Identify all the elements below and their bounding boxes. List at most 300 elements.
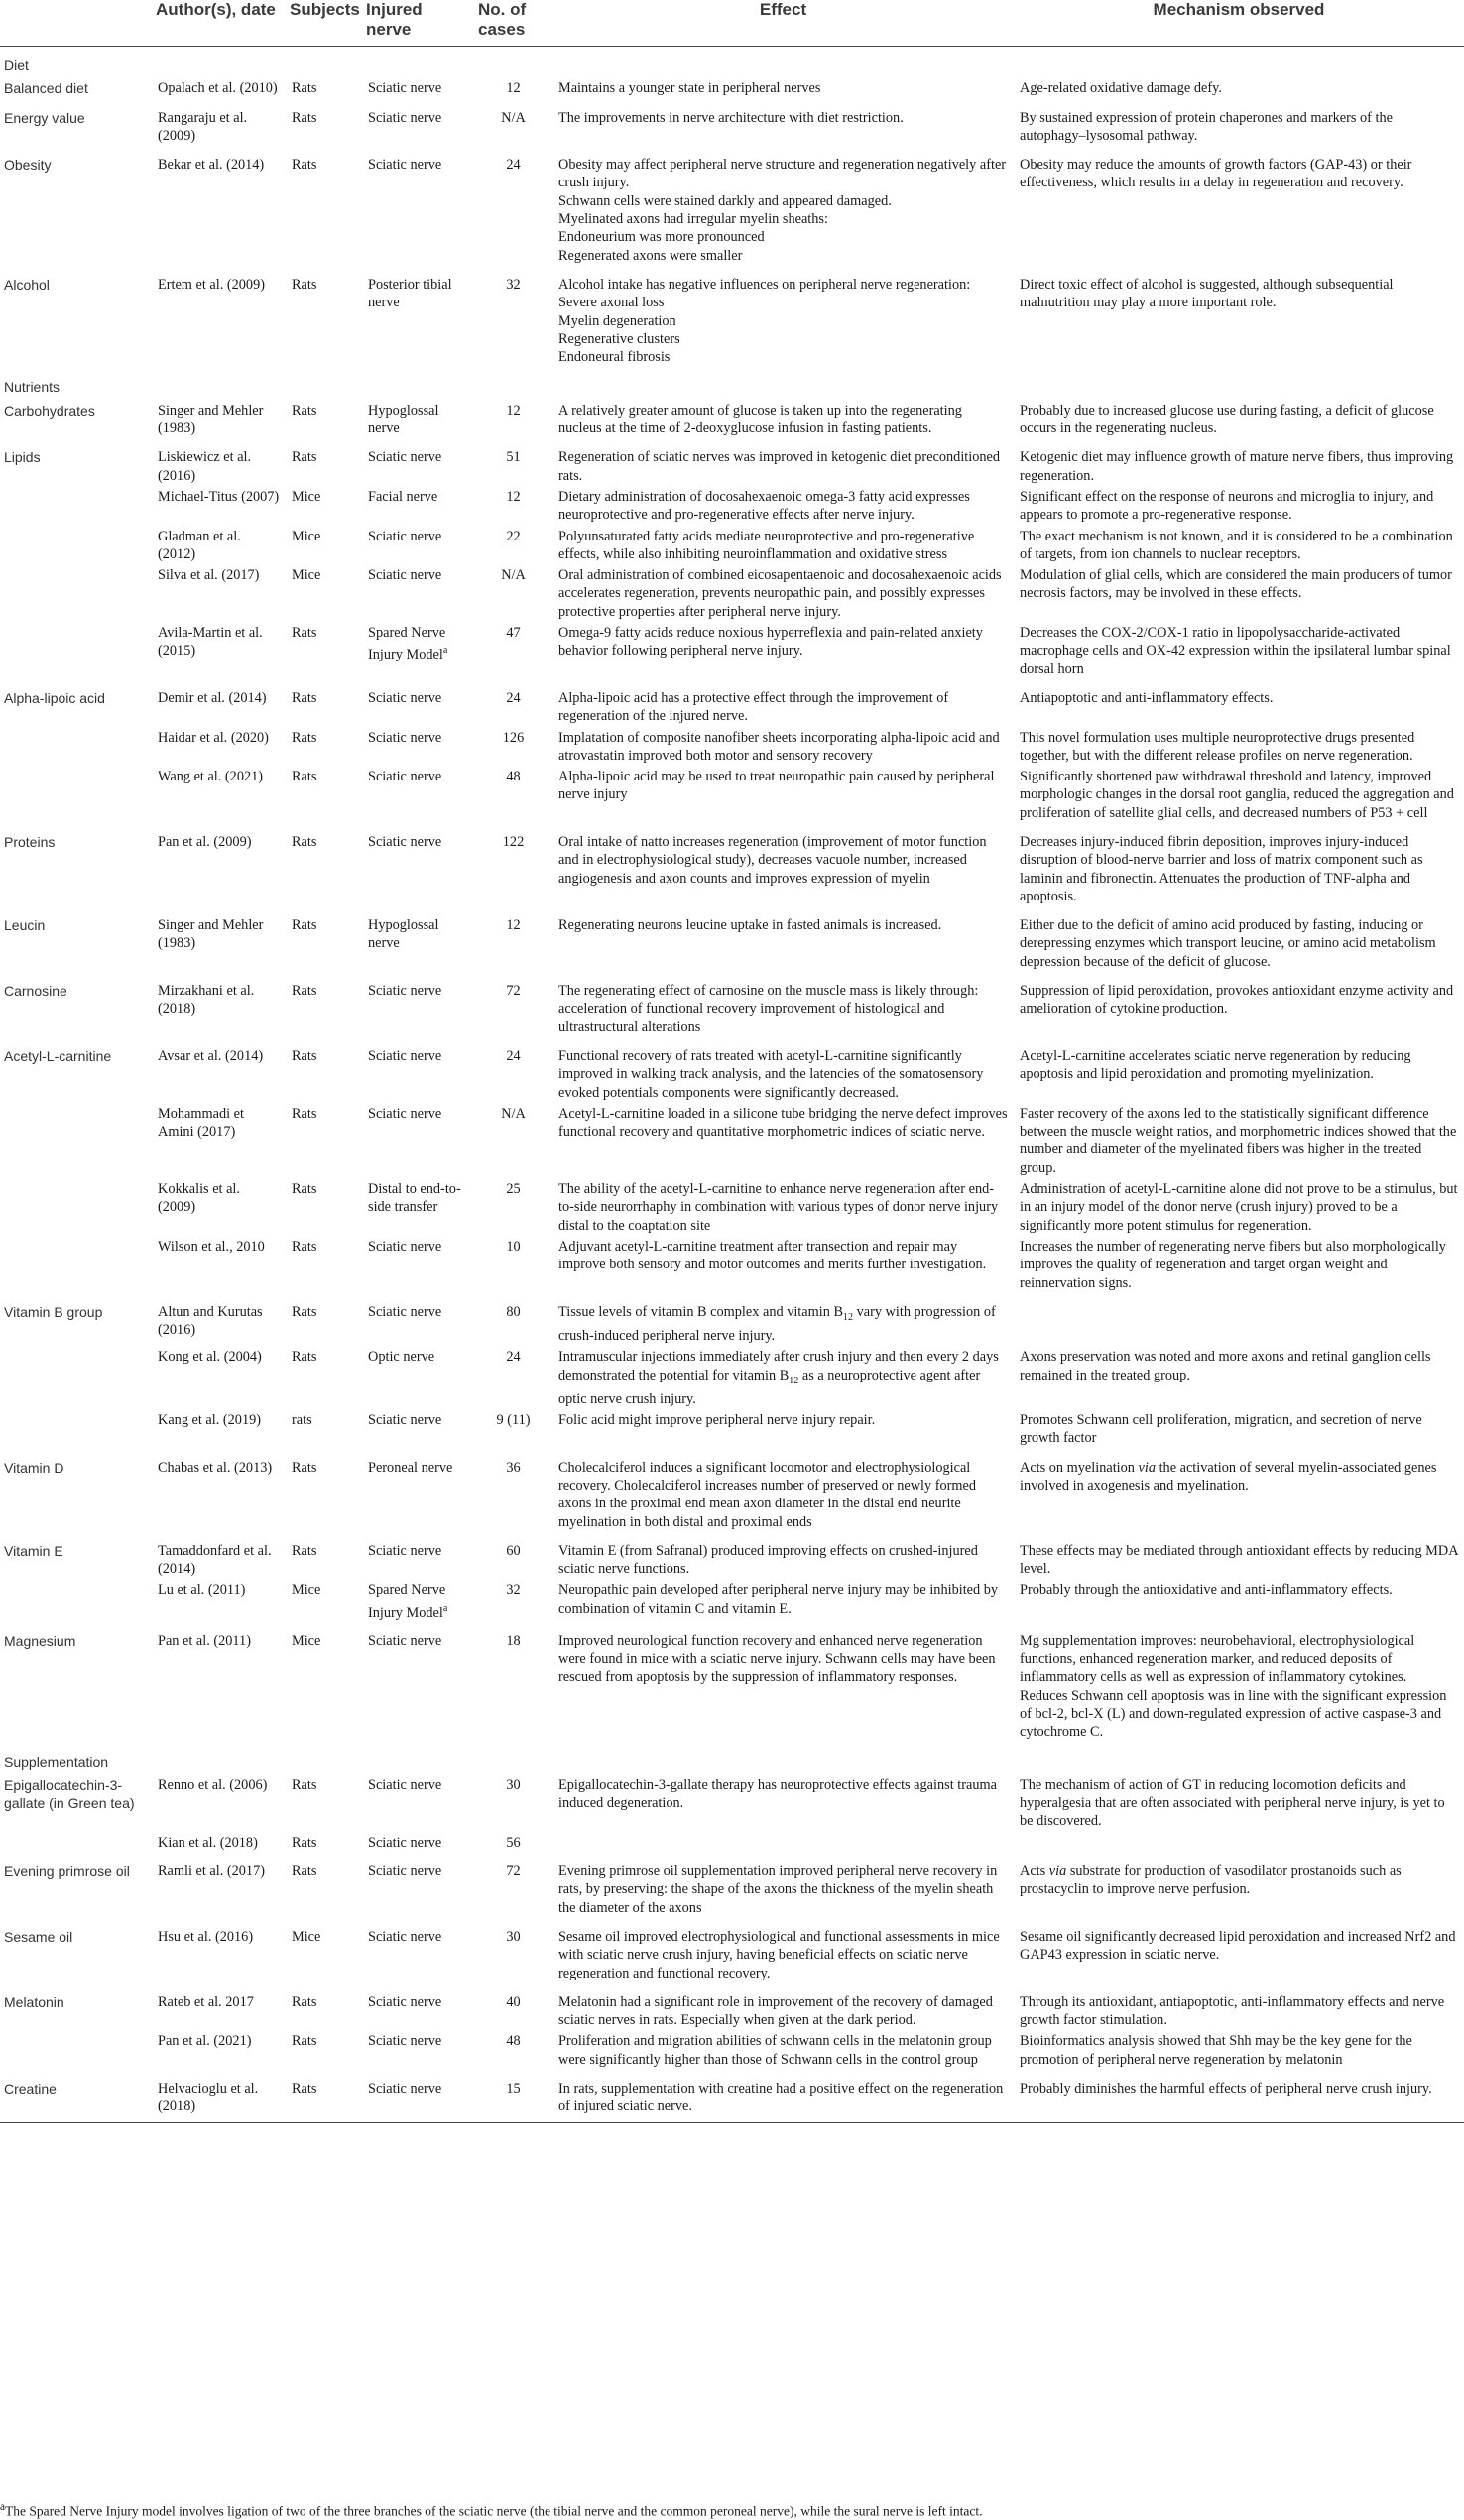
- mechanism-cell: [1014, 78, 1464, 99]
- effect-cell: [552, 565, 1014, 623]
- nerve-text: Sciatic nerve: [368, 1047, 442, 1064]
- effect-cell: [552, 1347, 1014, 1410]
- effect-line: The improvements in nerve architecture with diet restriction.: [558, 109, 904, 126]
- header-row: [0, 0, 1464, 47]
- author-cell: Avila-Martin et al. (2015): [158, 625, 263, 660]
- effect-line: Epigallocatechin-3-gallate therapy has neuroprotective effects against trauma induced degeneration.: [558, 1776, 997, 1812]
- category-cell: Sesame oil: [4, 1928, 73, 1945]
- table-row: [0, 487, 1464, 527]
- mechanism-line: Administration of acetyl-L-carnitine alone did not prove to be a stimulus, but in an injury model of the donor nerve (crush injury) proved to be a significantly more potent stimulus for regeneration.: [1020, 1181, 1458, 1234]
- category-cell: [0, 623, 152, 680]
- effect-cell: [552, 1294, 1014, 1347]
- category-cell: Carbohydrates: [4, 402, 95, 419]
- nerve-text: Sciatic nerve: [368, 1776, 442, 1793]
- mechanism-line: Sesame oil significantly decreased lipid peroxidation and increased Nrf2 and GAP43 expression in sciatic nerve.: [1020, 1928, 1456, 1964]
- header-author: Author(s), date: [152, 0, 286, 47]
- effect-cell: [552, 1854, 1014, 1919]
- effect-line: In rats, supplementation with creatine had a positive effect on the regeneration of injured sciatic nerve.: [558, 2080, 1004, 2115]
- effect-line: Endoneurium was more pronounced: [558, 229, 765, 246]
- subjects-cell: Rats: [292, 109, 317, 126]
- effect-line: Alpha-lipoic acid may be used to treat neuropathic pain caused by peripheral nerve injury: [558, 769, 995, 803]
- author-cell: Tamaddonfard et al. (2014): [158, 1542, 272, 1578]
- mechanism-line: Promotes Schwann cell proliferation, migration, and secretion of nerve growth factor: [1020, 1412, 1422, 1447]
- mechanism-line: Decreases the COX-2/COX-1 ratio in lipopolysaccharide-activated macrophage cells and OX-42 expression within the ipsilateral lumbar spinal dorsal horn: [1020, 625, 1451, 677]
- effect-line: Proliferation and migration abilities of schwann cells in the melatonin group were significantly higher than those of Schwann cells in the control group: [558, 2033, 992, 2068]
- mechanism-line: Antiapoptotic and anti-inflammatory effects.: [1020, 689, 1274, 706]
- effect-cell: [552, 1179, 1014, 1237]
- nerve-cell: [362, 1919, 474, 1984]
- nerve-text: Sciatic nerve: [368, 2033, 442, 2050]
- section-title: Supplementation: [4, 1753, 109, 1770]
- table-row: [0, 2031, 1464, 2071]
- mechanism-cell: [1014, 267, 1464, 368]
- cases-cell: N/A: [501, 109, 526, 126]
- table-row: [0, 1775, 1464, 1833]
- author-cell: Michael-Titus (2007): [158, 488, 280, 505]
- cases-cell: 40: [506, 1993, 521, 2010]
- author-cell: Kang et al. (2019): [158, 1412, 262, 1429]
- nerve-text: Distal to end-to-side transfer: [368, 1181, 461, 1216]
- footnote-text: The Spared Nerve Injury model involves ligation of two of the three branches of the sciatic nerve (the tibial nerve and the common peroneal nerve), while the sural nerve is left intact.: [5, 2503, 983, 2519]
- mechanism-cell: [1014, 147, 1464, 267]
- nerve-cell: [362, 1104, 474, 1179]
- effect-line: A relatively greater amount of glucose is taken up into the regenerating nucleus at the time of 2-deoxyglucose infusion in fasting patients.: [558, 402, 962, 437]
- mechanism-line: Direct toxic effect of alcohol is suggested, although subsequential malnutrition may play a more important role.: [1020, 276, 1394, 311]
- table-row: [0, 527, 1464, 566]
- mechanism-cell: [1014, 1179, 1464, 1237]
- table-row: [0, 1294, 1464, 1347]
- nerve-text: Sciatic nerve: [368, 2080, 442, 2097]
- nerve-cell: [362, 1623, 474, 1743]
- effect-line: Tissue levels of vitamin B complex and vitamin $B_{12}$ vary with progression of crush-induced peripheral nerve injury.: [558, 1303, 996, 1344]
- author-cell: Kokkalis et al. (2009): [158, 1181, 240, 1216]
- effect-cell: [552, 2031, 1014, 2071]
- effect-line: Regeneration of sciatic nerves was improved in ketogenic diet preconditioned rats.: [558, 449, 1001, 484]
- effect-cell: [552, 1104, 1014, 1179]
- subjects-cell: Rats: [292, 1459, 317, 1476]
- category-cell: Evening primrose oil: [4, 1863, 130, 1880]
- nerve-text: Sciatic nerve: [368, 689, 442, 706]
- mechanism-line: Obesity may reduce the amounts of growth factors (GAP-43) or their effectiveness, which results in a delay in regeneration and recovery.: [1020, 157, 1412, 191]
- nerve-text: Sciatic nerve: [368, 1105, 442, 1122]
- cases-cell: 10: [506, 1238, 521, 1255]
- nerve-text: Optic nerve: [368, 1349, 435, 1366]
- mechanism-line: Acts on myelination via the activation of several myelin-associated genes involved in axogenesis and myelination.: [1020, 1459, 1437, 1494]
- mechanism-cell: [1014, 1854, 1464, 1919]
- effect-line: Neuropathic pain developed after peripheral nerve injury may be inhibited by combination of vitamin C and vitamin E.: [558, 1582, 999, 1617]
- nerve-cell: [362, 100, 474, 148]
- author-cell: Pan et al. (2011): [158, 1632, 251, 1649]
- mechanism-cell: [1014, 439, 1464, 487]
- effect-line: Adjuvant acetyl-L-carnitine treatment after transection and repair may improve both sensory and motor outcomes and merits further investigation.: [558, 1238, 987, 1273]
- nerve-text: Sciatic nerve: [368, 729, 442, 746]
- effect-line: Endoneural fibrosis: [558, 349, 671, 366]
- nerve-text: Sciatic nerve: [368, 1928, 442, 1945]
- nerve-cell: [362, 1038, 474, 1104]
- mechanism-line: Significant effect on the response of neurons and microglia to injury, and appears to promote a pro-regenerative response.: [1020, 488, 1434, 524]
- nerve-cell: [362, 907, 474, 973]
- nerve-text: Sciatic nerve: [368, 1632, 442, 1649]
- nerve-text: Sciatic nerve: [368, 1993, 442, 2010]
- mechanism-line: The exact mechanism is not known, and it is considered to be a combination of targets, from ion channels to nuclear receptors.: [1020, 528, 1453, 562]
- category-cell: Energy value: [4, 109, 85, 126]
- table-row: [0, 973, 1464, 1038]
- cases-cell: 60: [506, 1542, 521, 1559]
- nerve-text: Spared Nerve Injury Model: [368, 625, 446, 663]
- nerve-cell: [362, 623, 474, 680]
- table-row: [0, 267, 1464, 368]
- effect-line: Alpha-lipoic acid has a protective effect through the improvement of regeneration of the injured nerve.: [558, 689, 949, 725]
- category-cell: [0, 1237, 152, 1294]
- cases-cell: 25: [506, 1181, 521, 1198]
- author-cell: Rangaraju et al. (2009): [158, 109, 248, 144]
- mechanism-line: Probably due to increased glucose use during fasting, a deficit of glucose occurs in the regenerating nucleus.: [1020, 402, 1434, 437]
- mechanism-cell: [1014, 1038, 1464, 1104]
- nerve-cell: [362, 527, 474, 566]
- author-cell: Silva et al. (2017): [158, 567, 260, 584]
- table-row: [0, 2071, 1464, 2122]
- mechanism-cell: [1014, 907, 1464, 973]
- mechanism-line: Age-related oxidative damage defy.: [1020, 80, 1222, 97]
- effect-line: Myelinated axons had irregular myelin sheaths:: [558, 211, 828, 228]
- nerve-cell: [362, 439, 474, 487]
- category-cell: Vitamin E: [4, 1542, 63, 1559]
- nerve-cell: [362, 565, 474, 623]
- subjects-cell: Mice: [292, 1928, 321, 1945]
- cases-cell: 72: [506, 983, 521, 1000]
- nerve-cell: [362, 1179, 474, 1237]
- category-cell: [0, 767, 152, 824]
- subjects-cell: Rats: [292, 402, 317, 419]
- nerve-text: Sciatic nerve: [368, 833, 442, 850]
- nerve-cell: [362, 1347, 474, 1410]
- effect-line: Sesame oil improved electrophysiological and functional assessments in mice with sciatic nerve crush injury, having beneficial effects on sciatic nerve regeneration and functional recovery.: [558, 1928, 1000, 1981]
- mechanism-line: Probably diminishes the harmful effects of peripheral nerve crush injury.: [1020, 2080, 1432, 2097]
- author-cell: Helvacioglu et al. (2018): [152, 2071, 286, 2122]
- table-body: [0, 47, 1464, 2123]
- cases-cell: 30: [506, 1776, 521, 1793]
- effect-cell: [552, 1450, 1014, 1533]
- subjects-cell: Rats: [292, 689, 317, 706]
- mechanism-line: Ketogenic diet may influence growth of mature nerve fibers, thus improving regeneration.: [1020, 449, 1454, 484]
- cases-cell: 32: [506, 1582, 521, 1599]
- nerve-cell: [362, 973, 474, 1038]
- subjects-cell: Rats: [292, 1181, 317, 1198]
- category-cell: Obesity: [4, 157, 52, 174]
- category-cell: [0, 527, 152, 566]
- subjects-cell: Rats: [292, 276, 317, 293]
- subjects-cell: Rats: [292, 1776, 317, 1793]
- subjects-cell: Rats: [292, 449, 317, 466]
- mechanism-cell: [1014, 1294, 1464, 1347]
- effect-cell: [552, 907, 1014, 973]
- section-row: [0, 368, 1464, 400]
- nerve-text: Sciatic nerve: [368, 157, 442, 174]
- effect-line: Schwann cells were stained darkly and appeared damaged.: [558, 192, 892, 209]
- mechanism-line: Acetyl-L-carnitine accelerates sciatic nerve regeneration by reducing apoptosis and lipid peroxidation and promoting myelinization.: [1020, 1047, 1411, 1083]
- subjects-cell: Rats: [292, 1105, 317, 1122]
- effect-line: Regenerating neurons leucine uptake in fasted animals is increased.: [558, 917, 942, 934]
- mechanism-line: Suppression of lipid peroxidation, provokes antioxidant enzyme activity and amelioration of cytokine production.: [1020, 983, 1454, 1018]
- effect-line: Omega-9 fatty acids reduce noxious hyperreflexia and pain-related anxiety behavior following peripheral nerve injury.: [558, 625, 983, 660]
- effect-line: The regenerating effect of carnosine on the muscle mass is likely through: acceleration of functional recovery improvement of histological and ultrastructural alterations: [558, 983, 979, 1035]
- nerve-cell: [362, 1450, 474, 1533]
- subjects-cell: Mice: [292, 567, 321, 584]
- footnote-ref: a: [442, 645, 448, 657]
- effect-line: Functional recovery of rats treated with acetyl-L-carnitine significantly improved in walking track analysis, and the latencies of the somatosensory evoked potentials components were significantly decreased.: [558, 1047, 984, 1101]
- table-header: [0, 0, 1464, 47]
- mechanism-line: Faster recovery of the axons led to the statistically significant difference between the muscle weight ratios, and morphometric indices showed that the number and diameter of the myelinated fibers was higher in the treated group.: [1020, 1105, 1457, 1176]
- category-cell: [0, 1410, 152, 1450]
- nerve-cell: [362, 78, 474, 99]
- nerve-text: Spared Nerve Injury Model: [368, 1582, 446, 1620]
- mechanism-line: Increases the number of regenerating nerve fibers but also morphologically improves the quality of regeneration and target organ weight and reinnervation signs.: [1020, 1238, 1446, 1291]
- author-cell: Renno et al. (2006): [158, 1776, 268, 1793]
- nerve-text: Facial nerve: [368, 488, 438, 505]
- section-row: [0, 47, 1464, 79]
- subjects-cell: Rats: [292, 1542, 317, 1559]
- cases-cell: 24: [506, 1349, 521, 1366]
- table-row: [0, 824, 1464, 907]
- effect-cell: [552, 487, 1014, 527]
- author-cell: Opalach et al. (2010): [158, 80, 278, 97]
- nerve-cell: [362, 401, 474, 440]
- mechanism-cell: [1014, 767, 1464, 824]
- author-cell: Ertem et al. (2009): [158, 276, 265, 293]
- table-row: [0, 623, 1464, 680]
- table-row: [0, 1533, 1464, 1581]
- author-cell: Wang et al. (2021): [158, 769, 264, 785]
- nerve-cell: [362, 1984, 474, 2032]
- nerve-cell: [362, 680, 474, 728]
- nerve-text: Sciatic nerve: [368, 109, 442, 126]
- cases-cell: N/A: [501, 1105, 526, 1122]
- mechanism-cell: [1014, 1833, 1464, 1854]
- subjects-cell: Rats: [292, 1863, 317, 1880]
- effect-cell: [552, 1533, 1014, 1581]
- footnote-marker: a: [0, 2501, 5, 2513]
- author-cell: Mirzakhani et al. (2018): [158, 983, 255, 1018]
- subjects-cell: Rats: [292, 769, 317, 785]
- subjects-cell: Rats: [292, 983, 317, 1000]
- mechanism-line: This novel formulation uses multiple neuroprotective drugs presented together, but with the different release profiles on nerve regeneration.: [1020, 729, 1415, 764]
- table-row: [0, 1623, 1464, 1743]
- author-cell: Avsar et al. (2014): [158, 1047, 264, 1064]
- effect-cell: [552, 623, 1014, 680]
- mechanism-cell: [1014, 623, 1464, 680]
- table-row: [0, 1984, 1464, 2032]
- subjects-cell: Rats: [292, 1238, 317, 1255]
- nerve-text: Sciatic nerve: [368, 528, 442, 544]
- table-row: [0, 1833, 1464, 1854]
- effect-line: Acetyl-L-carnitine loaded in a silicone tube bridging the nerve defect improves functional recovery and quantitative morphometric indices of sciatic nerve.: [558, 1105, 1008, 1140]
- effect-line: Intramuscular injections immediately after crush injury and then every 2 days demonstrated the potential for vitamin $B_{12}$ as a neuroprotective agent after optic nerve crush injury.: [558, 1349, 999, 1407]
- category-cell: Epigallocatechin-3-gallate (in Green tea): [4, 1776, 135, 1812]
- section-row: [0, 1743, 1464, 1775]
- cases-cell: 36: [506, 1459, 521, 1476]
- author-cell: Rateb et al. 2017: [158, 1993, 254, 2010]
- nerve-cell: [362, 1237, 474, 1294]
- subjects-cell: Rats: [292, 1349, 317, 1366]
- mechanism-cell: [1014, 2031, 1464, 2071]
- category-cell: Leucin: [4, 917, 46, 934]
- subjects-cell: Rats: [292, 1303, 317, 1320]
- mechanism-cell: [1014, 1623, 1464, 1743]
- author-cell: Lu et al. (2011): [158, 1582, 246, 1599]
- category-cell: [0, 728, 152, 768]
- effect-line: Cholecalciferol induces a significant locomotor and electrophysiological recovery. Cholecalciferol increases number of preserved or newly formed axons in the proximal end mean axon diameter in the distal end neurite myelination in both distal and proximal ends: [558, 1459, 977, 1530]
- mechanism-cell: [1014, 487, 1464, 527]
- author-cell: Bekar et al. (2014): [158, 157, 265, 174]
- nerve-cell: [362, 147, 474, 267]
- category-cell: [0, 1104, 152, 1179]
- mechanism-line: [1020, 1303, 1458, 1321]
- table-row: [0, 147, 1464, 267]
- table-row: [0, 1237, 1464, 1294]
- effect-line: Implatation of composite nanofiber sheets incorporating alpha-lipoic acid and atrovastatin improved both motor and sensory recovery: [558, 729, 1000, 764]
- mechanism-line: Mg supplementation improves: neurobehavioral, electrophysiological functions, enhanced regeneration marker, and reduced deposits of inflammatory cells as well as expression of inflammatory cytokines. Reduces Schwann cell apoptosis was in line with the significant expression of bcl-2, bcl-X (L) and down-regulated expression of active caspase-3 and cytochrome C.: [1020, 1632, 1447, 1740]
- author-cell: Pan et al. (2021): [158, 2033, 252, 2050]
- cases-cell: 24: [506, 1047, 521, 1064]
- header-mechanism: Mechanism observed: [1014, 0, 1464, 47]
- category-cell: Balanced diet: [4, 80, 88, 97]
- mechanism-line: Acts via substrate for production of vasodilator prostanoids such as prostacyclin to improve nerve perfusion.: [1020, 1863, 1402, 1898]
- category-cell: Creatine: [0, 2071, 152, 2122]
- nerve-text: Peroneal nerve: [368, 1459, 453, 1476]
- subjects-cell: Rats: [286, 2071, 362, 2122]
- subjects-cell: Mice: [292, 528, 321, 544]
- mechanism-line: Bioinformatics analysis showed that Shh may be the key gene for the promotion of peripheral nerve regeneration by melatonin: [1020, 2033, 1412, 2068]
- author-cell: Liskiewicz et al. (2016): [158, 449, 252, 484]
- mechanism-cell: [1014, 401, 1464, 440]
- author-cell: Chabas et al. (2013): [158, 1459, 273, 1476]
- effect-cell: [552, 147, 1014, 267]
- subjects-cell: Rats: [292, 1993, 317, 2010]
- nerve-cell: [362, 728, 474, 768]
- mechanism-cell: [1014, 824, 1464, 907]
- table-row: [0, 1038, 1464, 1104]
- mechanism-cell: [1014, 1104, 1464, 1179]
- cases-cell: 47: [506, 625, 521, 642]
- effect-cell: [552, 1410, 1014, 1450]
- effect-line: Evening primrose oil supplementation improved peripheral nerve recovery in rats, by preserving: the shape of the axons the thickness of the myelin sheath the diameter of the axons: [558, 1863, 998, 1916]
- category-cell: [0, 1580, 152, 1622]
- mechanism-cell: [1014, 2071, 1464, 2122]
- mechanism-cell: [1014, 527, 1464, 566]
- nerve-text: Sciatic nerve: [368, 1303, 442, 1320]
- cases-cell: 12: [506, 488, 521, 505]
- mechanism-cell: [1014, 1410, 1464, 1450]
- cases-cell: 122: [502, 833, 525, 850]
- effect-cell: [552, 767, 1014, 824]
- cases-cell: 30: [506, 1928, 521, 1945]
- cases-cell: 12: [506, 80, 521, 97]
- author-cell: Singer and Mehler (1983): [158, 917, 264, 952]
- mechanism-line: [1020, 1834, 1458, 1852]
- effect-cell: [552, 439, 1014, 487]
- table-row: [0, 907, 1464, 973]
- nerve-text: Sciatic nerve: [368, 1863, 442, 1880]
- effect-cell: [552, 1833, 1014, 1854]
- nerve-cell: [362, 2071, 474, 2122]
- category-cell: [0, 1179, 152, 1237]
- effect-line: Vitamin E (from Safranal) produced improving effects on crushed-injured sciatic nerve functions.: [558, 1542, 978, 1578]
- subjects-cell: Rats: [292, 729, 317, 746]
- header-nerve: Injured nerve: [362, 0, 474, 47]
- author-cell: Mohammadi et Amini (2017): [158, 1105, 244, 1140]
- subjects-cell: Rats: [292, 1047, 317, 1064]
- effect-line: Polyunsaturated fatty acids mediate neuroprotective and pro-regenerative effects, while also inhibiting neuroinflammation and oxidative stress: [558, 528, 975, 562]
- mechanism-cell: [1014, 1533, 1464, 1581]
- subjects-cell: Rats: [292, 1834, 317, 1851]
- table-row: [0, 1347, 1464, 1410]
- table-row: [0, 767, 1464, 824]
- effect-line: Myelin degeneration: [558, 312, 676, 329]
- nerve-cell: [362, 267, 474, 368]
- nerve-text: Sciatic nerve: [368, 1542, 442, 1559]
- table-row: [0, 1450, 1464, 1533]
- cases-cell: N/A: [501, 567, 526, 584]
- effect-cell: [552, 401, 1014, 440]
- header-category: [0, 0, 152, 47]
- effect-cell: [552, 78, 1014, 99]
- table-row: [0, 1854, 1464, 1919]
- category-cell: [0, 1347, 152, 1410]
- effect-line: Melatonin had a significant role in improvement of the recovery of damaged sciatic nerves in rats. Especially when given at the dark period.: [558, 1993, 993, 2029]
- mechanism-cell: [1014, 728, 1464, 768]
- effect-cell: [552, 1580, 1014, 1622]
- author-cell: Pan et al. (2009): [158, 833, 252, 850]
- effect-cell: [552, 1237, 1014, 1294]
- nerve-cell: [362, 1833, 474, 1854]
- mechanism-cell: [1014, 1450, 1464, 1533]
- nerve-cell: [362, 1533, 474, 1581]
- author-cell: Wilson et al., 2010: [158, 1238, 265, 1255]
- effect-cell: [552, 1623, 1014, 1743]
- effect-line: Alcohol intake has negative influences on peripheral nerve regeneration:: [558, 276, 971, 293]
- cases-cell: 12: [506, 402, 521, 419]
- author-cell: Demir et al. (2014): [158, 689, 267, 706]
- mechanism-line: Decreases injury-induced fibrin deposition, improves injury-induced disruption of blood-nerve barrier and loss of matrix component such as laminin and fibronectin. Attenuates the production of TNF-alpha and apoptosis.: [1020, 833, 1423, 904]
- cases-cell: 22: [506, 528, 521, 544]
- effect-cell: [552, 527, 1014, 566]
- category-cell: Melatonin: [4, 1993, 64, 2010]
- mechanism-cell: [1014, 1580, 1464, 1622]
- effect-line: Severe axonal loss: [558, 295, 665, 311]
- mechanism-cell: [1014, 680, 1464, 728]
- author-cell: Altun and Kurutas (2016): [158, 1303, 263, 1339]
- author-cell: Ramli et al. (2017): [158, 1863, 265, 1880]
- effect-cell: [552, 1984, 1014, 2032]
- effect-cell: [552, 1919, 1014, 1984]
- nerve-text: Sciatic nerve: [368, 1834, 442, 1851]
- effect-cell: [552, 973, 1014, 1038]
- author-cell: Hsu et al. (2016): [158, 1928, 254, 1945]
- effect-line: Folic acid might improve peripheral nerve injury repair.: [558, 1412, 876, 1429]
- table-row: [0, 78, 1464, 99]
- cases-cell: 24: [506, 689, 521, 706]
- category-cell: [0, 565, 152, 623]
- mechanism-cell: [1014, 1237, 1464, 1294]
- mechanism-line: Either due to the deficit of amino acid produced by fasting, inducing or derepressing enzymes which transport leucine, or amino acid metabolism depression because of the deficit of glucose.: [1020, 917, 1436, 970]
- section-title: Nutrients: [4, 379, 61, 396]
- effect-cell: [552, 728, 1014, 768]
- mechanism-cell: [1014, 1775, 1464, 1833]
- category-cell: Vitamin B group: [4, 1303, 103, 1320]
- effect-line: Dietary administration of docosahexaenoic omega-3 fatty acid expresses neuroprotective and pro-regenerative effects after nerve injury.: [558, 488, 970, 524]
- effect-line: Oral intake of natto increases regeneration (improvement of motor function and in electrophysiological study), decreases vacuole number, increased angiogenesis and axon counts and improves expression of myelin: [558, 833, 987, 887]
- mechanism-line: The mechanism of action of GT in reducing locomotion deficits and hyperalgesia that are often associated with peripheral nerve injury, is yet to be discovered.: [1020, 1776, 1445, 1830]
